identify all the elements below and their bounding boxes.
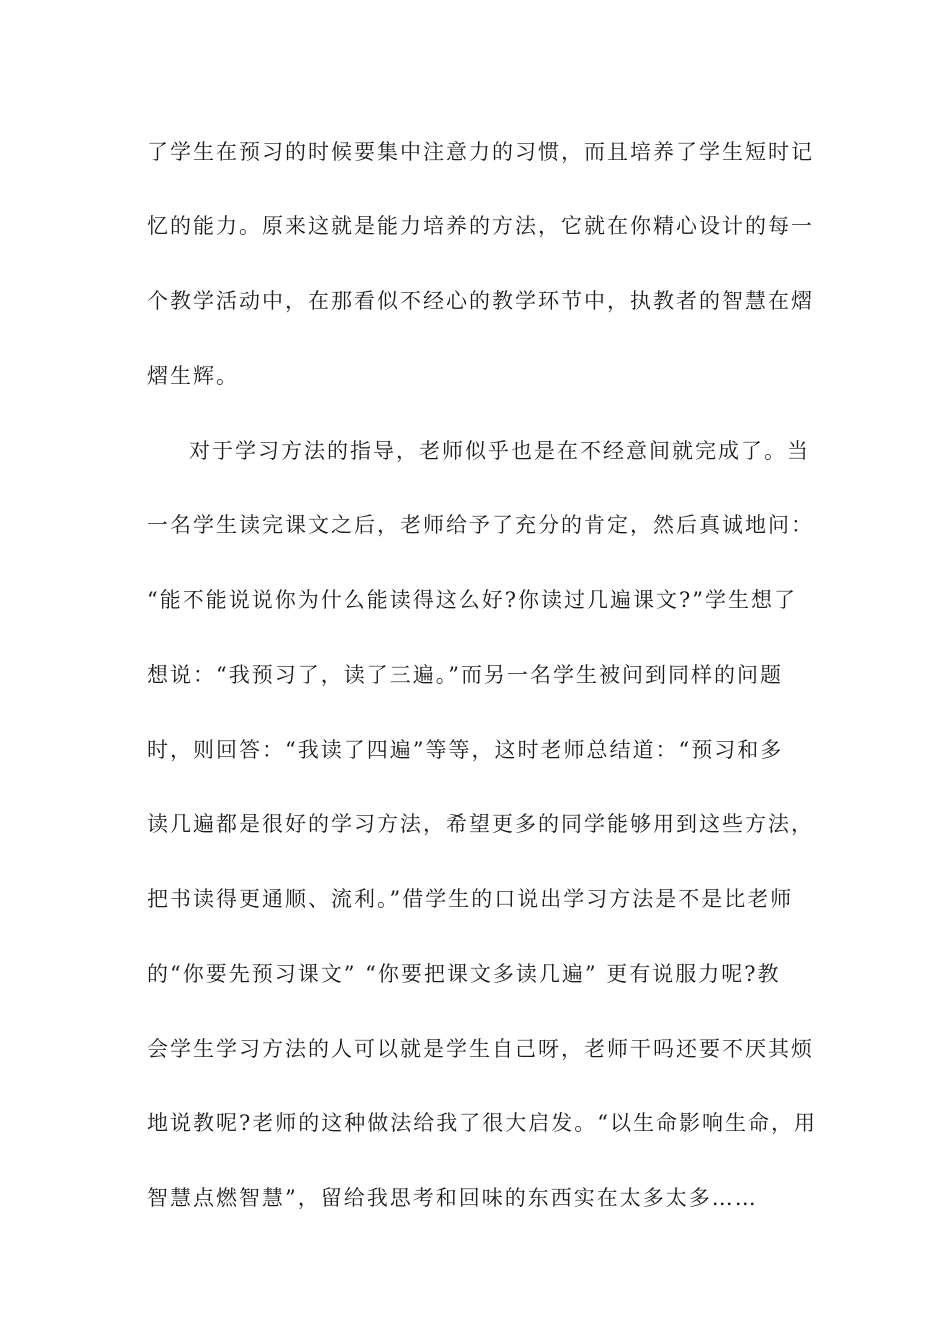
text-line: 了学生在预习的时候要集中注意力的习惯，而且培养了学生短时记 bbox=[147, 140, 814, 164]
text-line: 把书读得更通顺、流利。”借学生的口说出学习方法是不是比老师 bbox=[147, 887, 794, 911]
text-line: 想说：“我预习了，读了三遍。”而另一名学生被问到同样的问题 bbox=[147, 663, 783, 687]
text-line: 会学生学习方法的人可以就是学生自己呀，老师干吗还要不厌其烦 bbox=[147, 1037, 814, 1061]
text-line: 忆的能力。原来这就是能力培养的方法，它就在你精心设计的每一 bbox=[147, 214, 814, 238]
text-line: 智慧点燃智慧”，留给我思考和回味的东西实在太多太多…… bbox=[147, 1186, 758, 1210]
text-line: “能不能说说你为什么能读得这么好?你读过几遍课文?”学生想了 bbox=[147, 588, 797, 612]
text-line: 一名学生读完课文之后，老师给予了充分的肯定，然后真诚地问： bbox=[147, 513, 814, 537]
text-line: 读几遍都是很好的学习方法，希望更多的同学能够用到这些方法， bbox=[147, 812, 814, 836]
text-line: 地说教呢?老师的这种做法给我了很大启发。“以生命影响生命，用 bbox=[147, 1111, 817, 1135]
text-line: 的“你要先预习课文” “你要把课文多读几遍” 更有说服力呢?教 bbox=[147, 962, 781, 986]
text-line: 熠生辉。 bbox=[147, 364, 239, 388]
text-line: 个教学活动中，在那看似不经心的教学环节中，执教者的智慧在熠 bbox=[147, 289, 814, 313]
paragraph-first-line: 对于学习方法的指导，老师似乎也是在不经意间就完成了。当 bbox=[189, 439, 810, 463]
text-line: 时，则回答：“我读了四遍”等等，这时老师总结道：“预习和多 bbox=[147, 738, 784, 762]
